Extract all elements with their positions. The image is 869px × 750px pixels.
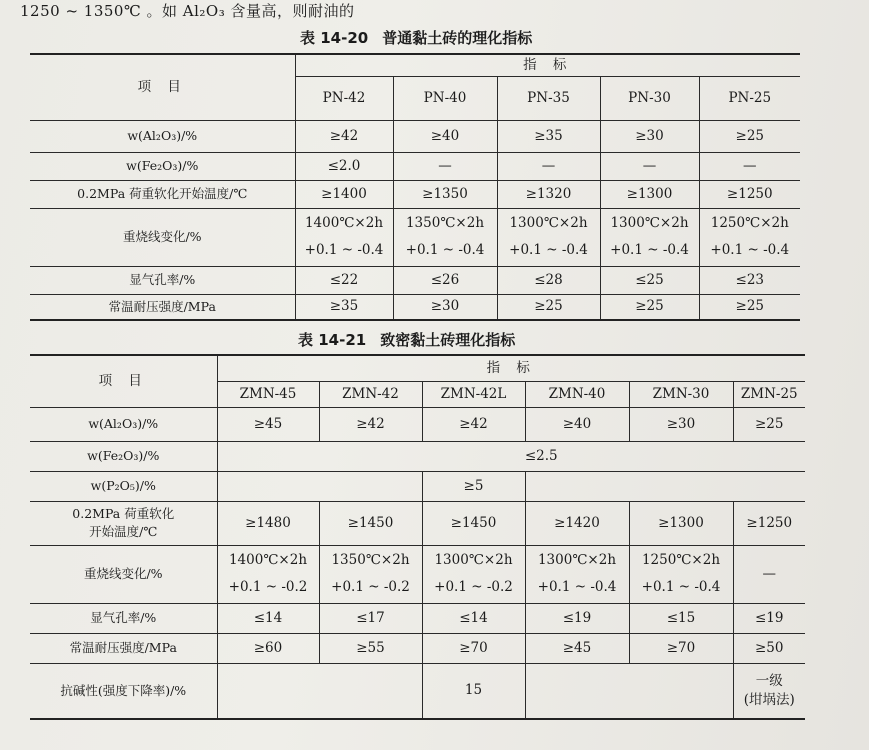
t2-cell: ≤14 [422, 603, 525, 633]
t2-row-label: 显气孔率/% [30, 603, 217, 633]
t2-row-label: 抗碱性(强度下降率)/% [30, 663, 217, 719]
t2-cell: ≥1420 [525, 501, 629, 545]
t1-reheat-range: +0.1 ~ -0.4 [610, 242, 689, 258]
t2-row-label: 常温耐压强度/MPa [30, 633, 217, 663]
t1-reheat-temp: 1300℃×2h [610, 215, 689, 232]
t1-col-header: PN-30 [600, 76, 699, 120]
t2-col-header: ZMN-42L [422, 381, 525, 407]
t2-alkali-method: (坩埚法) [743, 691, 795, 708]
t1-cell: ≤2.0 [295, 152, 393, 180]
t2-merged-cell: ≤2.5 [217, 441, 805, 471]
t2-cell: ≥50 [733, 633, 805, 663]
t2-reheat-range: +0.1 ~ -0.4 [641, 579, 721, 595]
t1-row-label: w(Fe₂O₃)/% [30, 152, 295, 180]
t2-reheat-temp: 1300℃×2h [434, 552, 513, 569]
t2-reheat-temp: 1350℃×2h [331, 552, 410, 569]
t1-cell: — [393, 152, 497, 180]
t1-cell: ≤23 [699, 266, 800, 294]
t1-reheat-range: +0.1 ~ -0.4 [304, 242, 384, 258]
t1-col-header: PN-42 [295, 76, 393, 120]
t1-cell: ≥25 [600, 294, 699, 320]
t2-cell [319, 545, 422, 603]
preceding-text: 1250 ~ 1350℃ 。如 Al₂O₃ 含量高，则耐油的 [20, 2, 355, 20]
t1-cell: ≥1300 [600, 180, 699, 208]
table1-title: 普通黏土砖的理化指标 [382, 29, 533, 47]
t2-cell: ≥45 [217, 407, 319, 441]
t2-col-header: ZMN-30 [629, 381, 733, 407]
t1-cell: ≤25 [600, 266, 699, 294]
t1-row-label: w(Al₂O₃)/% [30, 120, 295, 152]
t2-cell: ≤19 [525, 603, 629, 633]
t2-reheat-range: +0.1 ~ -0.2 [434, 579, 513, 595]
t1-cell: ≥1250 [699, 180, 800, 208]
t1-cell: ≥25 [497, 294, 600, 320]
t1-reheat-temp: 1250℃×2h [710, 215, 789, 232]
t2-item-header: 项 目 [30, 355, 217, 407]
t2-cell [217, 545, 319, 603]
t1-cell: ≥30 [600, 120, 699, 152]
t1-cell: ≥25 [699, 294, 800, 320]
table-dense-clay-brick [30, 354, 805, 720]
table2-title: 致密黏土砖理化指标 [380, 331, 516, 349]
t1-col-header: PN-35 [497, 76, 600, 120]
t2-reheat-temp: 1400℃×2h [228, 552, 308, 569]
t1-cell [699, 208, 800, 266]
t2-col-header: ZMN-40 [525, 381, 629, 407]
t2-cell: ≤15 [629, 603, 733, 633]
t2-reheat-temp: 1300℃×2h [537, 552, 617, 569]
t2-row-label: w(Fe₂O₃)/% [30, 441, 217, 471]
t1-cell [393, 208, 497, 266]
t1-reheat-temp: 1400℃×2h [304, 215, 384, 232]
t1-cell: ≤28 [497, 266, 600, 294]
t1-cell: ≥35 [497, 120, 600, 152]
t2-cell: ≥1300 [629, 501, 733, 545]
t2-col-header: ZMN-45 [217, 381, 319, 407]
t1-cell: ≥42 [295, 120, 393, 152]
t2-cell: ≥42 [422, 407, 525, 441]
t2-empty-cell [217, 663, 422, 719]
t2-row-label: w(P₂O₅)/% [30, 471, 217, 501]
t2-reheat-range: +0.1 ~ -0.4 [537, 579, 617, 595]
t2-cell: ≥55 [319, 633, 422, 663]
t2-cell: ≥70 [629, 633, 733, 663]
t2-cell [733, 663, 805, 719]
t1-group-header: 指 标 [295, 54, 800, 76]
t2-reheat-temp: 1250℃×2h [641, 552, 721, 569]
t2-cell: ≥1250 [733, 501, 805, 545]
t1-reheat-range: +0.1 ~ -0.4 [710, 242, 790, 258]
t1-cell: ≥30 [393, 294, 497, 320]
t1-cell: ≥40 [393, 120, 497, 152]
t1-cell: ≥35 [295, 294, 393, 320]
t2-cell [629, 545, 733, 603]
t1-cell: ≥1350 [393, 180, 497, 208]
t1-col-header: PN-40 [393, 76, 497, 120]
t1-cell: ≤22 [295, 266, 393, 294]
t2-cell: ≥30 [629, 407, 733, 441]
table2-number: 表 14-21 [298, 331, 367, 349]
t2-cell: ≥1450 [319, 501, 422, 545]
t2-cell: 15 [422, 663, 525, 719]
t2-cell [525, 545, 629, 603]
t2-softening-label-2: 开始温度/℃ [89, 524, 158, 539]
t1-cell: ≥1320 [497, 180, 600, 208]
t2-cell: ≥25 [733, 407, 805, 441]
t2-cell: ≥60 [217, 633, 319, 663]
t2-col-header: ZMN-25 [733, 381, 805, 407]
t1-cell: ≤26 [393, 266, 497, 294]
t2-reheat-range: +0.1 ~ -0.2 [331, 579, 410, 595]
t1-row-label: 重烧线变化/% [30, 208, 295, 266]
t1-reheat-temp: 1300℃×2h [509, 215, 588, 232]
t1-cell: — [600, 152, 699, 180]
t2-empty-cell [217, 471, 422, 501]
t2-row-label [30, 501, 217, 545]
t2-col-header: ZMN-42 [319, 381, 422, 407]
t1-reheat-range: +0.1 ~ -0.4 [509, 242, 588, 258]
table2-caption [298, 329, 515, 350]
t1-cell [295, 208, 393, 266]
t2-cell: ≤14 [217, 603, 319, 633]
t1-reheat-temp: 1350℃×2h [405, 215, 485, 232]
t2-group-header: 指 标 [217, 355, 805, 381]
t2-row-label: w(Al₂O₃)/% [30, 407, 217, 441]
t1-cell: ≥1400 [295, 180, 393, 208]
t2-cell: ≥42 [319, 407, 422, 441]
t2-cell: ≥70 [422, 633, 525, 663]
t2-softening-label-1: 0.2MPa 荷重软化 [72, 506, 175, 522]
t2-cell: ≥1480 [217, 501, 319, 545]
t2-cell [422, 545, 525, 603]
t2-cell: ≥1450 [422, 501, 525, 545]
t1-col-header: PN-25 [699, 76, 800, 120]
t2-cell: ≥45 [525, 633, 629, 663]
t2-cell: ≥5 [422, 471, 525, 501]
t2-empty-cell [525, 471, 805, 501]
t1-row-label: 0.2MPa 荷重软化开始温度/℃ [30, 180, 295, 208]
table1-number: 表 14-20 [300, 29, 369, 47]
t1-cell: ≥25 [699, 120, 800, 152]
t1-reheat-range: +0.1 ~ -0.4 [405, 242, 485, 258]
t1-cell [497, 208, 600, 266]
t2-reheat-range: +0.1 ~ -0.2 [228, 579, 308, 595]
table1-caption [300, 27, 532, 48]
t2-cell: ≤19 [733, 603, 805, 633]
t2-empty-cell [525, 663, 733, 719]
t2-cell: ≤17 [319, 603, 422, 633]
t2-row-label: 重烧线变化/% [30, 545, 217, 603]
t1-row-label: 常温耐压强度/MPa [30, 294, 295, 320]
t1-cell: — [497, 152, 600, 180]
t1-cell [600, 208, 699, 266]
t2-alkali-grade: 一级 [755, 672, 783, 689]
t1-cell: — [699, 152, 800, 180]
t1-item-header: 项 目 [30, 54, 295, 120]
table-ordinary-clay-brick [30, 53, 800, 321]
t2-cell: — [733, 545, 805, 603]
t2-cell: ≥40 [525, 407, 629, 441]
t1-row-label: 显气孔率/% [30, 266, 295, 294]
